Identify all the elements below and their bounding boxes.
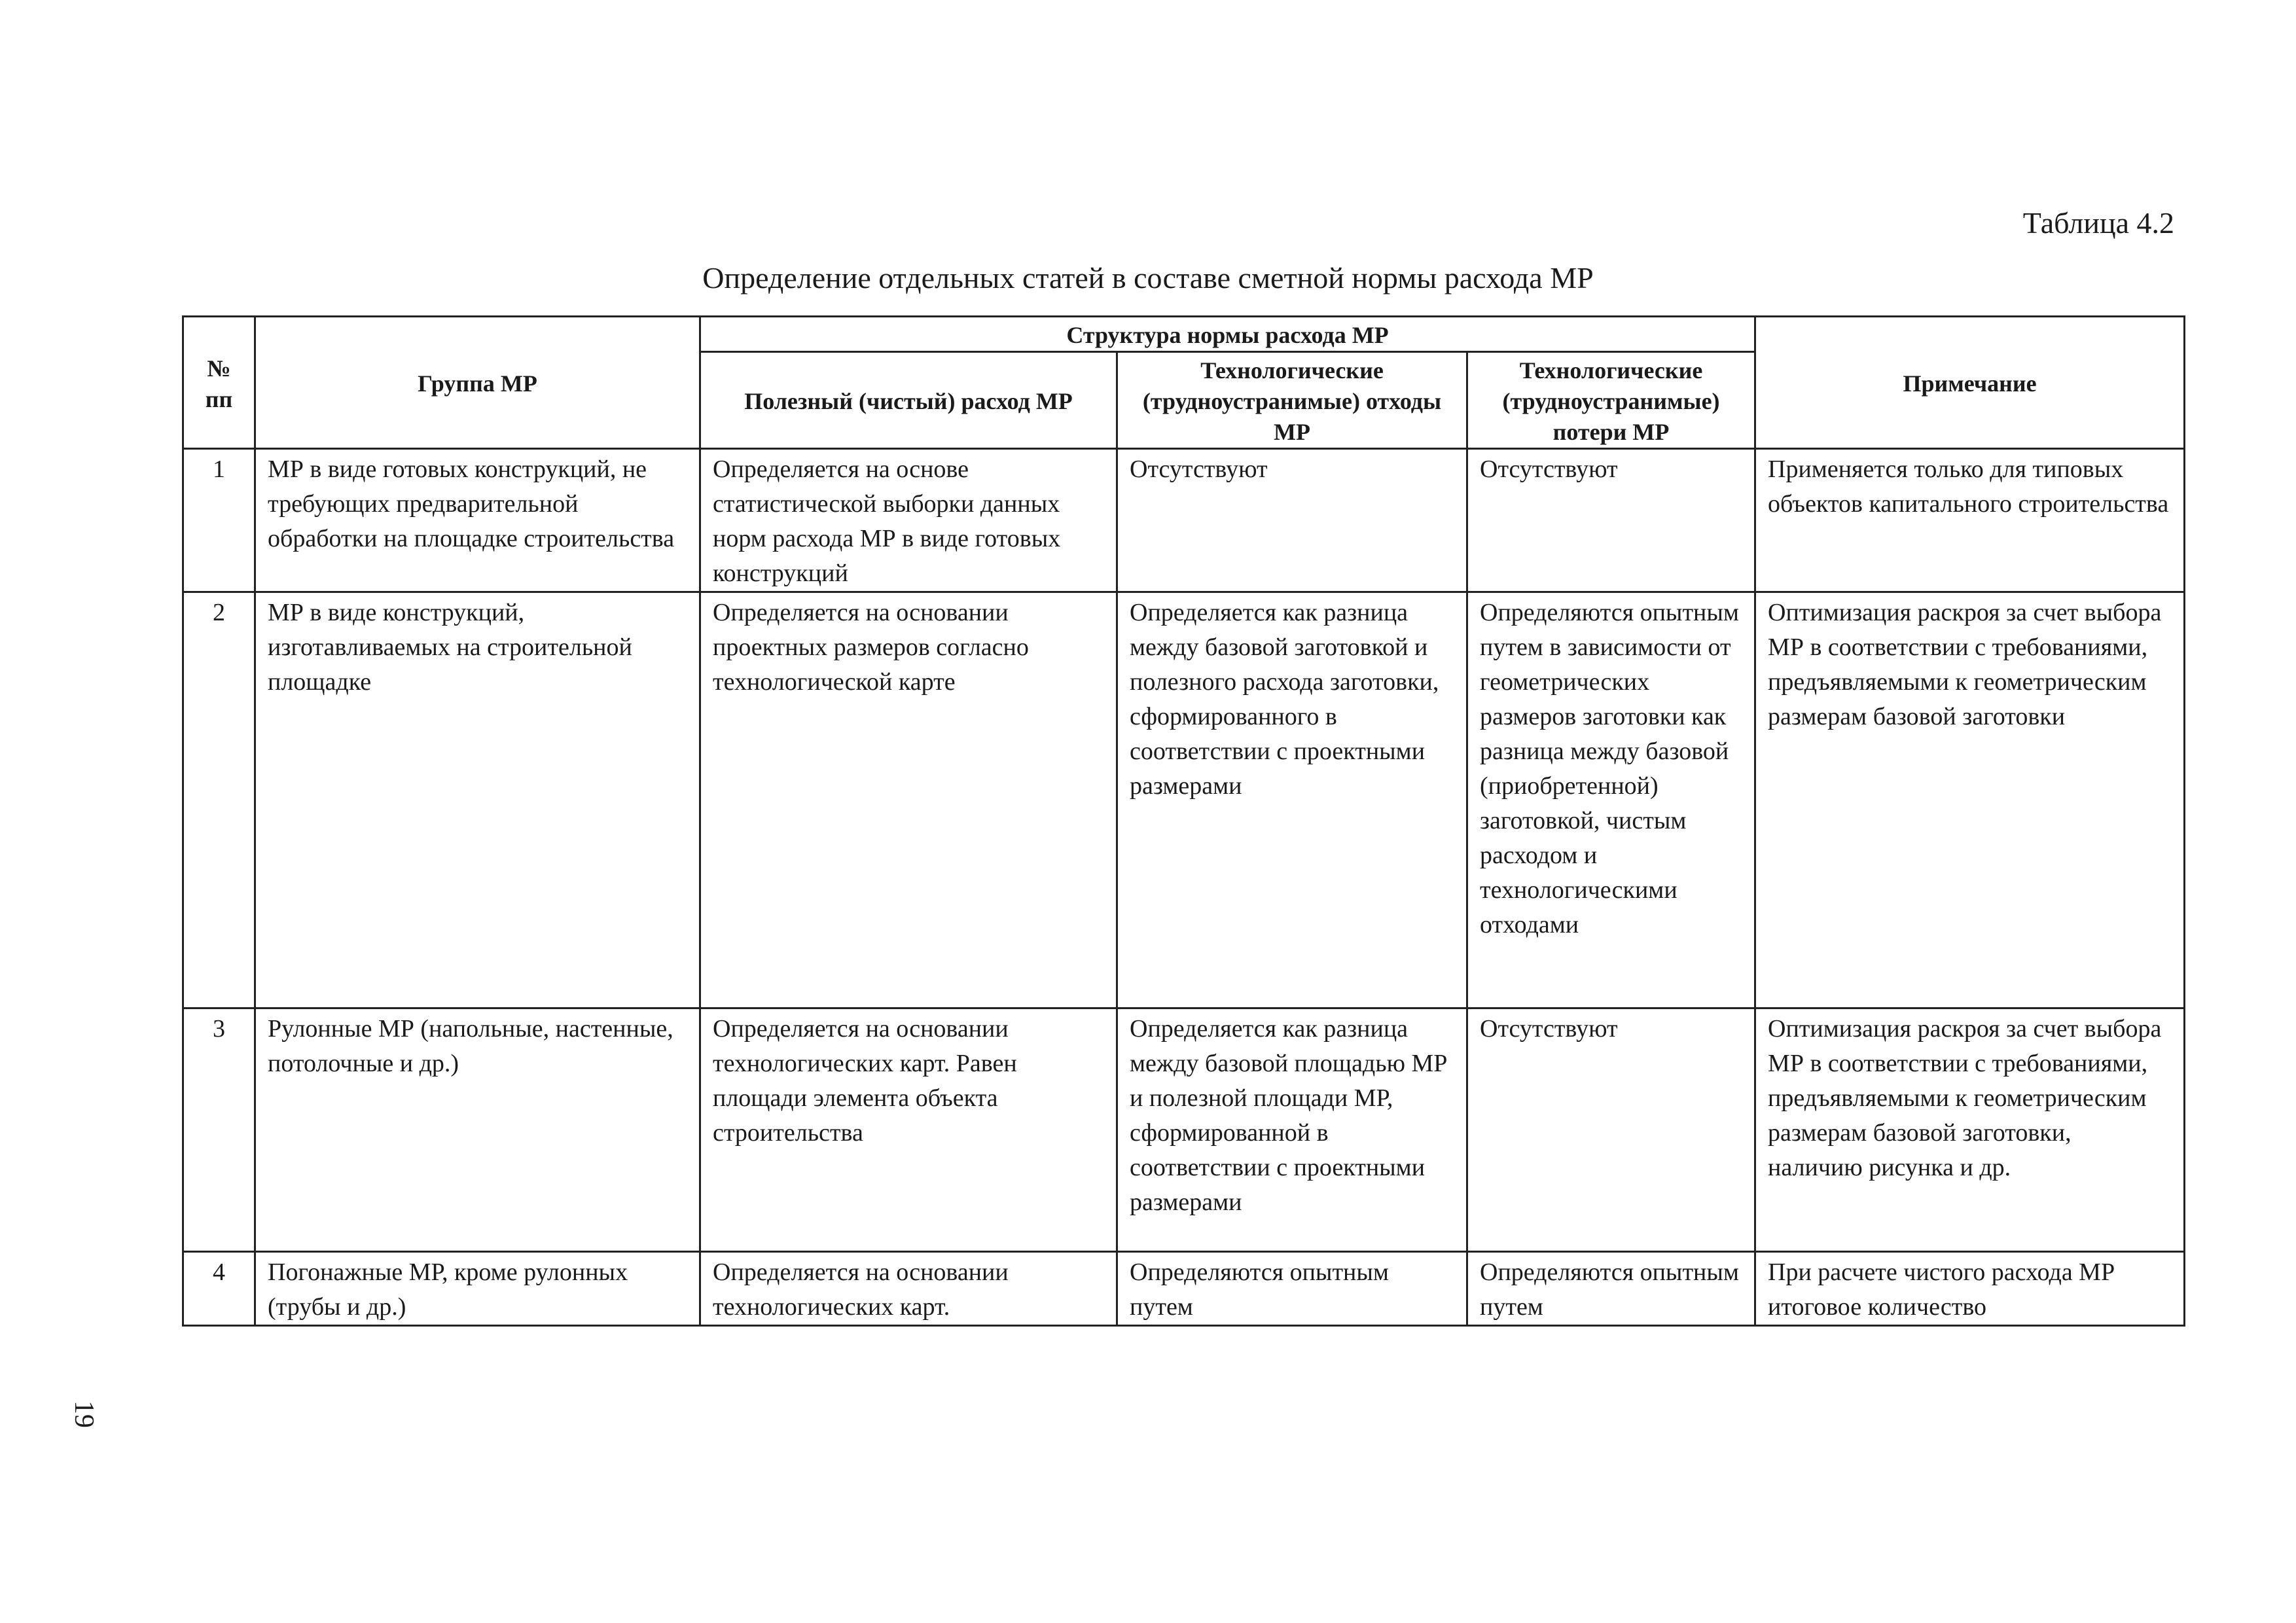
page-number: 19 [69, 1400, 99, 1428]
table-label: Таблица 4.2 [2022, 206, 2174, 240]
table-header [183, 317, 2185, 449]
cell-losses: Отсутствуют [1467, 449, 1755, 592]
cell-losses: Определяются опытным путем в зависимости от геометрических размеров заготовки как разница между базовой (приобретенной) заготовкой, чистым расходом и технологическими отходами [1467, 592, 1755, 1008]
cell-group: МР в виде конструкций, изготавливаемых на строительной площадке [255, 592, 700, 1008]
table-row [183, 592, 2185, 1008]
cell-note: Оптимизация раскроя за счет выбора МР в соответствии с требованиями, предъявляемыми к геометрическим размерам базовой заготовки [1755, 592, 2185, 1008]
header-num: № пп [183, 317, 255, 449]
cell-note: Оптимизация раскроя за счет выбора МР в соответствии с требованиями, предъявляемыми к геометрическим размерам базовой заготовки, наличию рисунка и др. [1755, 1008, 2185, 1252]
table-row [183, 449, 2185, 592]
norms-table [182, 315, 2185, 1327]
header-group: Группа МР [255, 317, 700, 449]
cell-group: МР в виде готовых конструкций, не требующих предварительной обработки на площадке строительства [255, 449, 700, 592]
header-losses: Технологические (трудноустранимые) потери МР [1467, 352, 1755, 449]
cell-group: Рулонные МР (напольные, настенные, потолочные и др.) [255, 1008, 700, 1252]
header-useful: Полезный (чистый) расход МР [700, 352, 1117, 449]
cell-waste: Определяются опытным путем [1117, 1252, 1467, 1326]
table-row [183, 1252, 2185, 1326]
table-row [183, 1008, 2185, 1252]
cell-useful: Определяется на основе статистической выборки данных норм расхода МР в виде готовых конструкций [700, 449, 1117, 592]
cell-waste: Определяется как разница между базовой площадью МР и полезной площади МР, сформированной в соответствии с проектными размерами [1117, 1008, 1467, 1252]
cell-num: 1 [183, 449, 255, 592]
cell-waste: Определяется как разница между базовой заготовкой и полезного расхода заготовки, сформированного в соответствии с проектными размерами [1117, 592, 1467, 1008]
cell-num: 4 [183, 1252, 255, 1326]
header-waste: Технологические (трудноустранимые) отходы МР [1117, 352, 1467, 449]
header-structure: Структура нормы расхода МР [700, 317, 1755, 352]
cell-num: 3 [183, 1008, 255, 1252]
cell-note: Применяется только для типовых объектов капитального строительства [1755, 449, 2185, 592]
cell-note: При расчете чистого расхода МР итоговое количество [1755, 1252, 2185, 1326]
header-note: Примечание [1755, 317, 2185, 449]
cell-useful: Определяется на основании технологических карт. [700, 1252, 1117, 1326]
table-body [183, 449, 2185, 1326]
cell-useful: Определяется на основании проектных размеров согласно технологической карте [700, 592, 1117, 1008]
cell-group: Погонажные МР, кроме рулонных (трубы и др.) [255, 1252, 700, 1326]
cell-losses: Определяются опытным путем [1467, 1252, 1755, 1326]
cell-useful: Определяется на основании технологических карт. Равен площади элемента объекта строительства [700, 1008, 1117, 1252]
cell-waste: Отсутствуют [1117, 449, 1467, 592]
cell-num: 2 [183, 592, 255, 1008]
cell-losses: Отсутствуют [1467, 1008, 1755, 1252]
document-title: Определение отдельных статей в составе сметной нормы расхода МР [702, 261, 1594, 294]
